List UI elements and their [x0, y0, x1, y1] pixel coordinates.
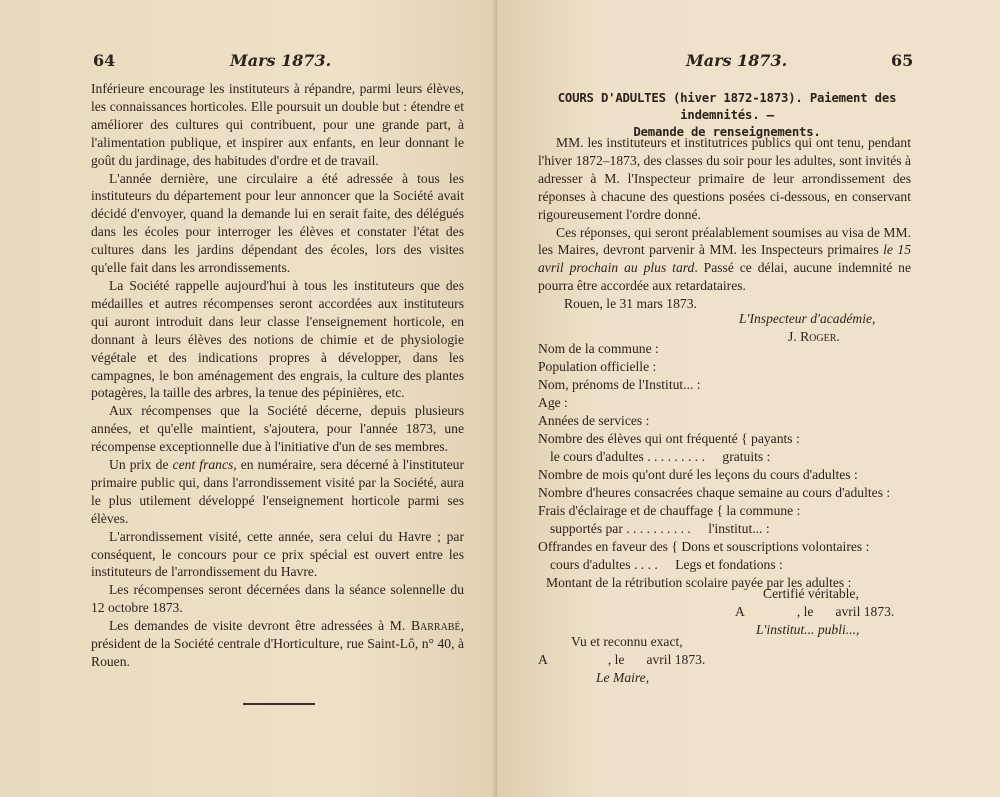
- certifie-signer: L'institut... publi...,: [756, 622, 860, 637]
- left-page-number: 64: [93, 51, 116, 70]
- person-name: Barrabé: [410, 618, 461, 634]
- paragraph: L'arrondissement visité, cette année, sera celui du Havre ; par conséquent, le concours pour ce prix spécial est ouvert entre les instituteurs de l'arrondissement du Havre.: [91, 528, 464, 580]
- left-page-header: [0, 50, 497, 72]
- heading-line: COURS D'ADULTES (hiver 1872-1873). Paiement des indemnités. —: [557, 91, 897, 122]
- form-line-eleves-2: [538, 448, 948, 466]
- questionnaire: [538, 340, 948, 592]
- right-running-title: Mars 1873.: [686, 51, 788, 70]
- date-text: avril 1873.: [835, 604, 895, 619]
- vu-reconnu: Vu et reconnu exact,: [571, 634, 683, 649]
- paragraph: La Société rappelle aujourd'hui à tous les instituteurs que des médailles et autres récompenses seront accordées aux instituteurs qui auront introduit dans leur classe l'enseignement horticole, en donnant à leurs élèves des notions de chimie et de physiologie végétale et des indications propres à développer, dans les campagnes, le bon aménagement des engrais, la culture des plantes potagères, la taille des arbres, la tenue des pépinières, etc.: [91, 277, 464, 401]
- place-a: A: [735, 604, 745, 619]
- right-page-header: [497, 50, 1000, 72]
- prize-paragraph: [91, 456, 464, 528]
- form-line-offrandes-2: [538, 556, 948, 574]
- paragraph: Inférieure encourage les instituteurs à répandre, parmi leurs élèves, les connaissances horticoles. Elle poursuit un double but : étendre et améliorer des cultures qui contribuent, pour une grande part, à l'alimentation publique, et inspirer aux enfants, en leur donnant le goût du jardinage, des habitudes d'ordre et de travail.: [91, 81, 464, 168]
- form-line-eleves: [538, 430, 948, 448]
- form-line-services: Années de services :: [538, 413, 650, 428]
- form-line-heures: Nombre d'heures consacrées chaque semaine au cours d'adultes :: [538, 485, 891, 500]
- form-option: gratuits :: [722, 449, 771, 464]
- text-run: , en numéraire, sera décerné à l'instituteur primaire public qui, dans l'arrondissement visité par la Société, aura le plus utilement développé l'enseignement horticole parmi ses élèves.: [91, 457, 464, 526]
- text-run: Les demandes de visite devront être adressées à M.: [109, 618, 411, 634]
- form-label: Frais d'éclairage et de chauffage: [538, 503, 714, 518]
- deadline: le 15 avril prochain au plus tard: [538, 242, 911, 276]
- place-le: , le: [796, 604, 814, 619]
- form-line-commune: Nom de la commune :: [538, 341, 659, 356]
- form-option: payants :: [751, 431, 800, 446]
- brace: {: [741, 431, 748, 446]
- text-run: Un prix de: [109, 457, 173, 473]
- left-running-title: Mars 1873.: [230, 51, 332, 70]
- form-line-offrandes: [538, 538, 948, 556]
- form-label: Nombre des élèves qui ont fréquenté: [538, 431, 738, 446]
- right-page-number: 65: [891, 51, 914, 70]
- signer-title: L'Inspecteur d'académie,: [739, 311, 876, 326]
- left-page: [0, 0, 497, 797]
- form-option: Dons et souscriptions volontaires :: [681, 539, 870, 554]
- left-body-text: [91, 80, 464, 671]
- place-a: A: [538, 652, 548, 667]
- signer-name: J. Roger.: [788, 329, 840, 344]
- form-label: Offrandes en faveur des: [538, 539, 668, 554]
- paragraph: MM. les instituteurs et institutrices publics qui ont tenu, pendant l'hiver 1872–1873, des classes du soir pour les adultes, sont invités à adresser à M. l'Inspecteur primaire de leur arrondissement des réponses à chacune des questions posées ci-dessous, en conservant rigoureusement l'ordre donné.: [538, 135, 911, 222]
- form-line-mois: Nombre de mois qu'ont duré les leçons du cours d'adultes :: [538, 467, 858, 482]
- paragraph: [538, 224, 911, 296]
- heading-line: Demande de renseignements.: [633, 125, 821, 139]
- section-rule: [243, 703, 315, 705]
- form-line-frais: [538, 502, 948, 520]
- form-line-instituteur: Nom, prénoms de l'Institut... :: [538, 377, 701, 392]
- form-label: supportés par . . . . . . . . . .: [550, 521, 691, 536]
- emphasis: cent francs: [172, 457, 234, 473]
- right-page: [497, 0, 1000, 797]
- form-option: Legs et fondations :: [675, 557, 783, 572]
- paragraph: L'année dernière, une circulaire a été adressée à tous les instituteurs du département pour leur annoncer que la Société avait décidé d'envoyer, quand la demande lui en serait faite, des délégués dans les écoles pour interroger les élèves et constater l'état des cultures dans les jardins dépendant des écoles, lors des visites qu'elle fait dans les arrondissements.: [91, 170, 464, 276]
- place-date: Rouen, le 31 mars 1873.: [564, 296, 697, 312]
- form-option: la commune :: [726, 503, 801, 518]
- paragraph: Aux récompenses que la Société décerne, depuis plusieurs années, et qu'elle maintient, s'ajoutera, pour l'année 1873, une récompense exceptionnelle due à l'initiative d'un de ses membres.: [91, 403, 464, 455]
- text-run: . Passé ce délai, aucune indemnité ne pourra être accordée aux retardataires.: [538, 260, 911, 294]
- date-text: avril 1873.: [646, 652, 706, 667]
- text-run: Ces réponses, qui seront préalablement soumises au visa de MM. les Maires, devront parvenir à MM. les Inspecteurs primaires: [538, 224, 911, 258]
- brace: {: [716, 503, 723, 518]
- vu-place-line: [538, 652, 705, 668]
- place-le: , le: [607, 652, 625, 667]
- form-label: le cours d'adultes . . . . . . . . .: [550, 449, 705, 464]
- text-run: , président de la Société centrale d'Horticulture, rue Saint-Lô, n° 40, à Rouen.: [91, 618, 464, 669]
- certifie-place-line: [735, 604, 894, 620]
- paragraph: Les récompenses seront décernées dans la séance solennelle du 12 octobre 1873.: [91, 582, 464, 616]
- form-line-population: Population officielle :: [538, 359, 657, 374]
- certifie: Certifié véritable,: [763, 586, 859, 601]
- form-line-frais-2: [538, 520, 948, 538]
- form-line-age: Age :: [538, 395, 568, 410]
- form-option: l'institut... :: [708, 521, 770, 536]
- maire-signature: Le Maire,: [596, 670, 650, 685]
- form-line-retribution: Montant de la rétribution scolaire payée par les adultes :: [546, 575, 852, 590]
- form-label: cours d'adultes . . . .: [550, 557, 658, 572]
- right-body-text: [538, 134, 911, 313]
- last-paragraph: [91, 617, 464, 671]
- brace: {: [671, 539, 678, 554]
